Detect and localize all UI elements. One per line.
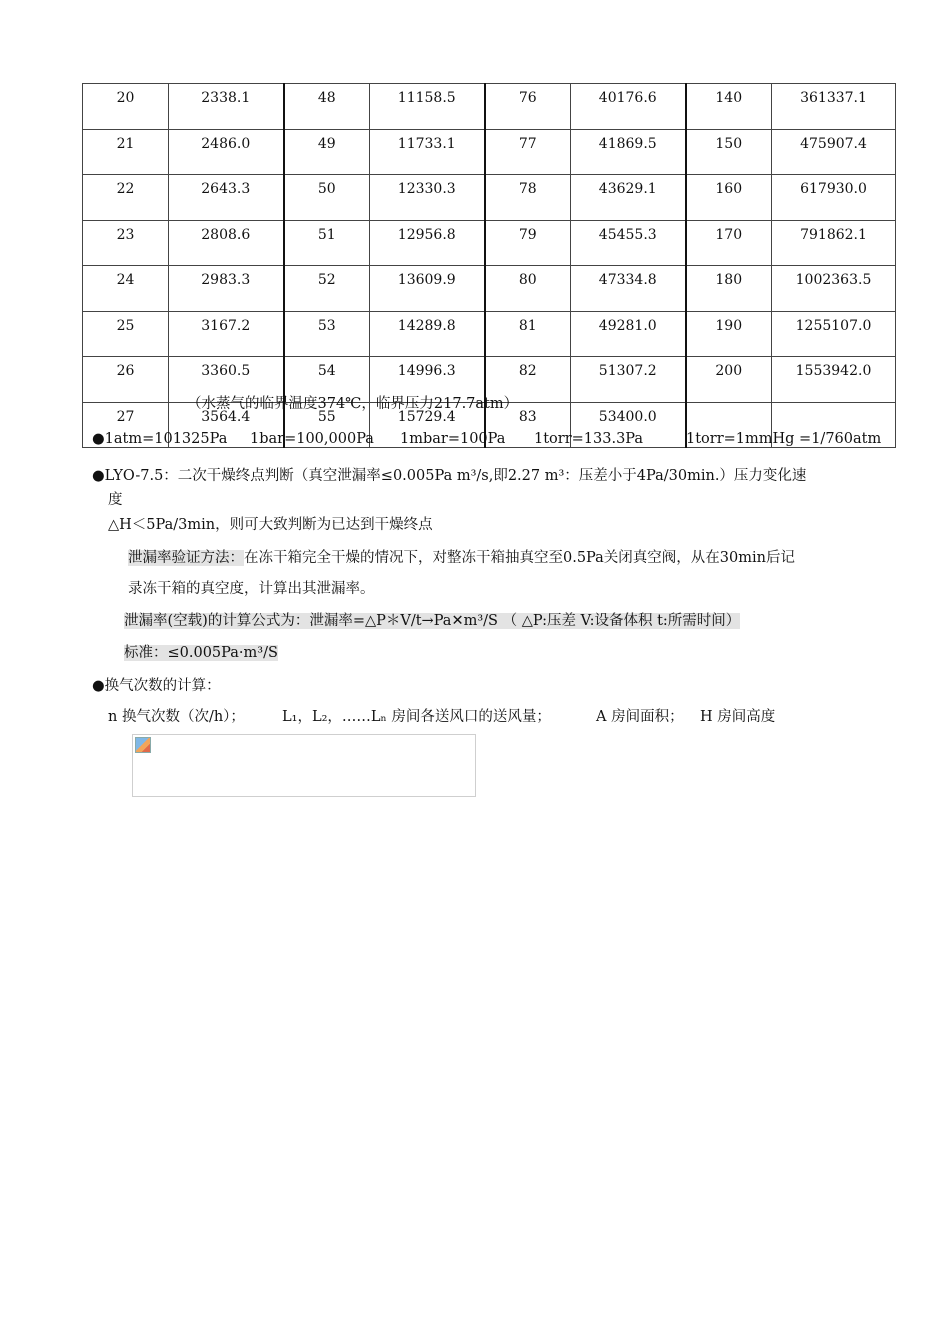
formula-image-placeholder bbox=[132, 734, 476, 797]
temperature-cell: 53 bbox=[284, 311, 370, 357]
pressure-cell: 3564.4 bbox=[169, 402, 284, 448]
lyo-text-1: LYO-7.5：二次干燥终点判断（真空泄漏率≤0.005Pa m³/s,即2.27 m³：压差小于4Pa/30min.）压力变化速 bbox=[104, 468, 807, 484]
temperature-cell: 80 bbox=[485, 266, 571, 312]
pressure-cell: 53400.0 bbox=[571, 402, 686, 448]
pressure-cell: 1553942.0 bbox=[772, 357, 896, 403]
temperature-cell: 77 bbox=[485, 129, 571, 175]
temperature-cell: 180 bbox=[686, 266, 772, 312]
table-row bbox=[83, 311, 896, 357]
pressure-cell: 2338.1 bbox=[169, 84, 284, 130]
pressure-cell: 617930.0 bbox=[772, 175, 896, 221]
temperature-cell: 26 bbox=[83, 357, 169, 403]
verify-label: 泄漏率验证方法： bbox=[128, 550, 244, 566]
critical-point-note: （水蒸气的临界温度374℃，临界压力217.7atm） bbox=[187, 396, 519, 412]
table-row bbox=[83, 266, 896, 312]
unit-torr-mmhg: 1torr=1mmHg =1/760atm bbox=[686, 431, 882, 447]
pressure-cell: 12330.3 bbox=[370, 175, 485, 221]
temperature-cell: 78 bbox=[485, 175, 571, 221]
pressure-cell: 47334.8 bbox=[571, 266, 686, 312]
ach-title bbox=[92, 676, 221, 696]
ach-h: H 房间高度 bbox=[700, 709, 776, 725]
pressure-cell: 43629.1 bbox=[571, 175, 686, 221]
pressure-cell: 45455.3 bbox=[571, 220, 686, 266]
temperature-cell: 52 bbox=[284, 266, 370, 312]
pressure-cell: 361337.1 bbox=[772, 84, 896, 130]
pressure-cell: 1255107.0 bbox=[772, 311, 896, 357]
bullet-icon: ● bbox=[92, 468, 105, 484]
pressure-cell: 1002363.5 bbox=[772, 266, 896, 312]
unit-bar: 1bar=100,000Pa bbox=[250, 431, 374, 447]
temperature-cell: 20 bbox=[83, 84, 169, 130]
ach-n: n 换气次数（次/h）； bbox=[108, 709, 245, 725]
bullet-icon: ● bbox=[92, 678, 105, 694]
temperature-cell: 49 bbox=[284, 129, 370, 175]
unit-mbar: 1mbar=100Pa bbox=[400, 431, 506, 447]
lyo-line-3: △H＜5Pa/3min，则可大致判断为已达到干燥终点 bbox=[108, 517, 433, 533]
pressure-cell: 2983.3 bbox=[169, 266, 284, 312]
temperature-cell: 190 bbox=[686, 311, 772, 357]
temperature-cell: 51 bbox=[284, 220, 370, 266]
ach-title-text: 换气次数的计算： bbox=[104, 678, 221, 694]
temperature-cell: 48 bbox=[284, 84, 370, 130]
ach-a: A 房间面积； bbox=[596, 709, 684, 725]
temperature-cell: 25 bbox=[83, 311, 169, 357]
pressure-cell: 41869.5 bbox=[571, 129, 686, 175]
lyo-line-2: 度 bbox=[108, 492, 123, 508]
temperature-cell: 83 bbox=[485, 402, 571, 448]
unit-torr: 1torr=133.3Pa bbox=[534, 431, 644, 447]
pressure-cell: 12956.8 bbox=[370, 220, 485, 266]
table-row bbox=[83, 220, 896, 266]
pressure-cell: 3360.5 bbox=[169, 357, 284, 403]
formula-text: 泄漏率(空载)的计算公式为：泄漏率=△P＊V/t→Pa✕m³/S （ △P:压差 V:设备体积 t:所需时间） bbox=[124, 613, 741, 629]
pressure-cell: 2643.3 bbox=[169, 175, 284, 221]
bullet-icon: ● bbox=[92, 431, 105, 447]
lyo-line-1 bbox=[92, 466, 806, 486]
verify-method bbox=[128, 548, 795, 568]
pressure-cell: 11733.1 bbox=[370, 129, 485, 175]
ach-l: L₁，L₂，……Lₙ 房间各送风口的送风量； bbox=[282, 709, 551, 725]
temperature-cell: 170 bbox=[686, 220, 772, 266]
pressure-cell: 2808.6 bbox=[169, 220, 284, 266]
table-row bbox=[83, 175, 896, 221]
temperature-cell: 27 bbox=[83, 402, 169, 448]
pressure-cell: 475907.4 bbox=[772, 129, 896, 175]
pressure-cell: 49281.0 bbox=[571, 311, 686, 357]
temperature-cell: 21 bbox=[83, 129, 169, 175]
temperature-cell: 23 bbox=[83, 220, 169, 266]
temperature-cell: 82 bbox=[485, 357, 571, 403]
temperature-cell: 76 bbox=[485, 84, 571, 130]
temperature-cell: 200 bbox=[686, 357, 772, 403]
pressure-cell: 14996.3 bbox=[370, 357, 485, 403]
temperature-cell: 160 bbox=[686, 175, 772, 221]
pressure-cell: 51307.2 bbox=[571, 357, 686, 403]
pressure-cell: 13609.9 bbox=[370, 266, 485, 312]
temperature-cell: 55 bbox=[284, 402, 370, 448]
pressure-cell: 2486.0 bbox=[169, 129, 284, 175]
unit-atm: 1atm=101325Pa bbox=[104, 431, 228, 447]
pressure-cell: 15729.4 bbox=[370, 402, 485, 448]
verify-text: 在冻干箱完全干燥的情况下，对整冻干箱抽真空至0.5Pa关闭真空阀，从在30min后记 bbox=[244, 550, 795, 566]
pressure-cell: 40176.6 bbox=[571, 84, 686, 130]
table-row bbox=[83, 129, 896, 175]
verify-text-2: 录冻干箱的真空度，计算出其泄漏率。 bbox=[128, 581, 375, 597]
temperature-cell: 140 bbox=[686, 84, 772, 130]
unit-conversions bbox=[92, 429, 227, 449]
temperature-cell: 22 bbox=[83, 175, 169, 221]
broken-image-icon bbox=[135, 737, 151, 753]
pressure-cell: 11158.5 bbox=[370, 84, 485, 130]
table-body bbox=[83, 84, 896, 448]
temperature-cell: 50 bbox=[284, 175, 370, 221]
leak-standard bbox=[124, 643, 278, 663]
pressure-cell: 14289.8 bbox=[370, 311, 485, 357]
leak-formula bbox=[124, 611, 740, 631]
pressure-cell: 3167.2 bbox=[169, 311, 284, 357]
temperature-cell: 24 bbox=[83, 266, 169, 312]
standard-text: 标准：≤0.005Pa·m³/S bbox=[124, 645, 278, 661]
temperature-cell: 150 bbox=[686, 129, 772, 175]
table-row bbox=[83, 84, 896, 130]
pressure-cell: 791862.1 bbox=[772, 220, 896, 266]
temperature-cell: 54 bbox=[284, 357, 370, 403]
temperature-cell: 79 bbox=[485, 220, 571, 266]
temperature-cell: 81 bbox=[485, 311, 571, 357]
